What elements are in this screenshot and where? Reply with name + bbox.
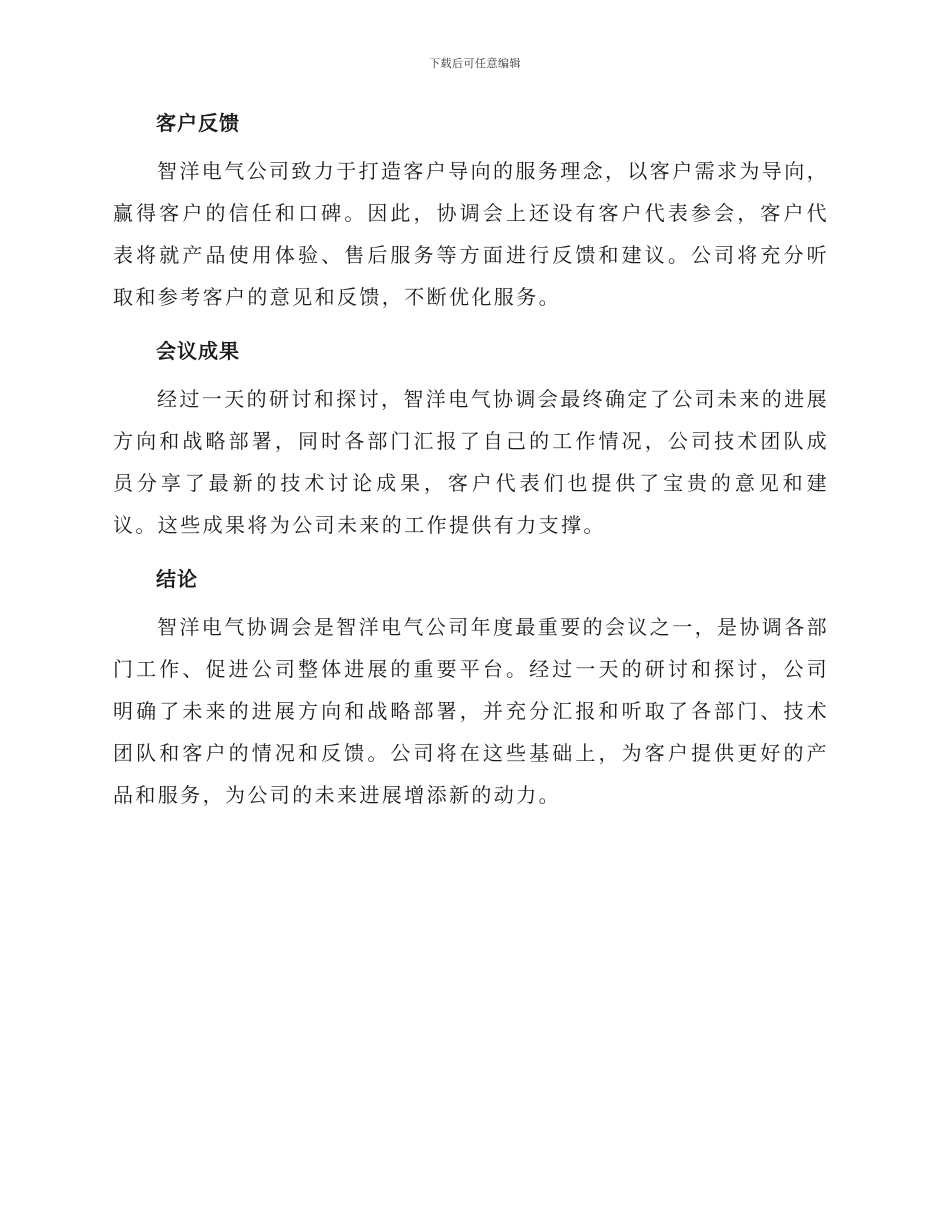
section-paragraph: 智洋电气协调会是智洋电气公司年度最重要的会议之一，是协调各部门工作、促进公司整体进展的重要平台。经过一天的研讨和探讨，公司明确了未来的进展方向和战略部署，并充分汇报和听取了各部门、技术团队和客户的情况和反馈。公司将在这些基础上，为客户提供更好的产品和服务，为公司的未来进展增添新的动力。: [113, 615, 829, 807]
section-heading: 结论: [156, 567, 198, 591]
section-paragraph: 经过一天的研讨和探讨，智洋电气协调会最终确定了公司未来的进展方向和战略部署，同时各部门汇报了自己的工作情况，公司技术团队成员分享了最新的技术讨论成果，客户代表们也提供了宝贵的意见和建议。这些成果将为公司未来的工作提供有力支撑。: [113, 387, 829, 537]
section-heading: 客户反馈: [156, 111, 240, 135]
section-conclusion: [113, 564, 829, 816]
section-paragraph: 智洋电气公司致力于打造客户导向的服务理念，以客户需求为导向，赢得客户的信任和口碑。因此，协调会上还设有客户代表参会，客户代表将就产品使用体验、售后服务等方面进行反馈和建议。公司将充分听取和参考客户的意见和反馈，不断优化服务。: [113, 159, 829, 309]
section-customer-feedback: [113, 108, 829, 318]
section-heading: 会议成果: [156, 339, 240, 363]
document-body: [113, 108, 829, 834]
page-header: 下载后可任意编辑: [429, 57, 521, 70]
section-meeting-results: [113, 336, 829, 546]
